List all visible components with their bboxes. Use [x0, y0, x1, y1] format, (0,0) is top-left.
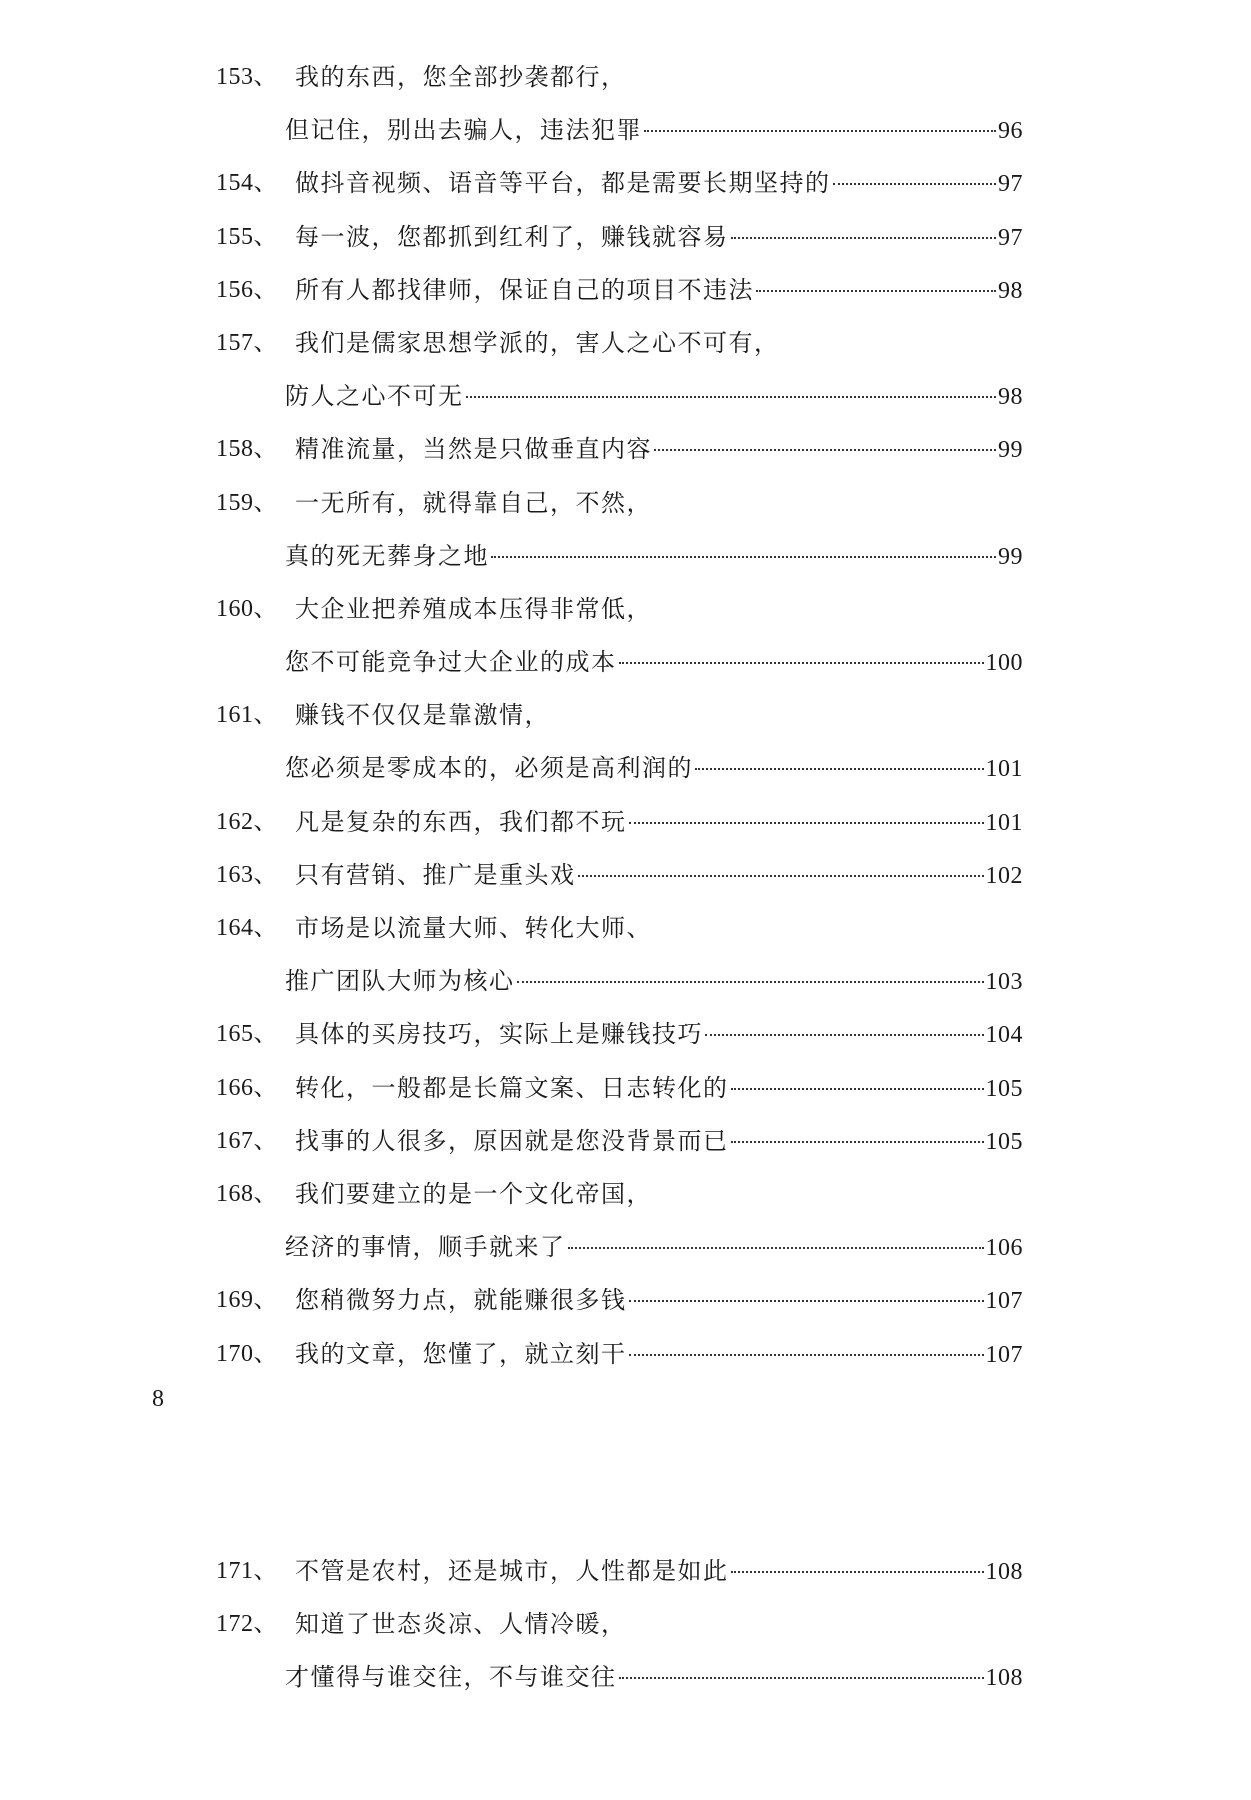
toc-entry-continuation — [0, 747, 1251, 800]
toc-entry-text — [285, 1232, 1023, 1263]
toc-entry-text — [295, 1556, 1023, 1587]
toc-dot-leader — [629, 1350, 984, 1356]
toc-entry-page: 100 — [985, 650, 1023, 677]
toc-dot-leader — [756, 286, 996, 292]
toc-entry-text — [295, 1019, 1023, 1050]
toc-entry-page: 108 — [985, 1559, 1023, 1585]
toc-entry — [0, 588, 1251, 641]
toc-entry — [0, 1120, 1251, 1173]
toc-entry-title: 您稍微努力点，就能赚很多钱 — [295, 1286, 627, 1315]
toc-entry — [0, 428, 1251, 481]
toc-entry-number: 171、 — [216, 1558, 278, 1584]
toc-entry-title: 不管是农村，还是城市，人性都是如此 — [295, 1557, 729, 1585]
toc-entry-text — [295, 1179, 1023, 1209]
toc-entry-text — [285, 115, 1023, 146]
toc-entry-number: 172、 — [216, 1611, 278, 1638]
toc-entry — [0, 1279, 1251, 1332]
toc-entry-page: 103 — [985, 969, 1023, 996]
toc-entry — [0, 1067, 1251, 1120]
toc-entry-title: 我的文章，您懂了，就立刻干 — [295, 1339, 627, 1368]
toc-entry-title: 大企业把养殖成本压得非常低， — [295, 594, 652, 623]
toc-entry-continuation — [0, 960, 1251, 1013]
toc-entry-title: 凡是复杂的东西，我们都不玩 — [295, 807, 627, 836]
toc-dot-leader — [731, 1567, 984, 1573]
toc-entry-title: 我们是儒家思想学派的，害人之心不可有， — [295, 328, 780, 357]
toc-entry-text — [285, 1662, 1023, 1693]
toc-entry-title: 我们要建立的是一个文化帝国， — [295, 1179, 652, 1208]
toc-dot-leader — [629, 1296, 984, 1302]
toc-entry-page: 96 — [998, 118, 1023, 145]
toc-entry-title: 只有营销、推广是重头戏 — [295, 860, 576, 889]
toc-entry-number: 158、 — [216, 436, 278, 463]
toc-entry-page: 104 — [985, 1022, 1023, 1049]
toc-dot-leader — [644, 126, 996, 132]
toc-entry-number: 169、 — [216, 1287, 278, 1314]
toc-entry-page: 99 — [998, 437, 1023, 464]
toc-entry — [0, 216, 1251, 269]
toc-entry-continuation — [0, 535, 1251, 588]
toc-entry-page: 102 — [985, 862, 1023, 889]
toc-entry-text — [295, 913, 1023, 943]
toc-entry-number: 163、 — [216, 861, 278, 888]
toc-entry-continuation — [0, 1226, 1251, 1279]
toc-entry-page: 101 — [985, 756, 1023, 783]
toc-entry — [0, 1333, 1251, 1386]
toc-entry-number: 159、 — [216, 489, 278, 516]
toc-entry-number: 154、 — [216, 170, 278, 197]
toc-entry — [0, 694, 1251, 747]
toc-entry-title: 真的死无葬身之地 — [285, 541, 489, 570]
toc-entry-title: 一无所有，就得靠自己，不然， — [295, 488, 652, 517]
toc-entry-continuation — [0, 109, 1251, 162]
toc-entry-text — [295, 434, 1023, 465]
toc-entry-text — [285, 647, 1023, 678]
toc-entry-page: 97 — [998, 224, 1023, 251]
toc-entry-text — [295, 168, 1023, 199]
table-of-contents-bottom — [0, 1550, 1251, 1710]
toc-dot-leader — [654, 445, 996, 451]
toc-entry-text — [295, 700, 1023, 730]
toc-entry-page: 107 — [985, 1288, 1023, 1315]
toc-entry — [0, 482, 1251, 535]
toc-entry — [0, 801, 1251, 854]
toc-entry-title: 所有人都找律师，保证自己的项目不违法 — [295, 275, 754, 304]
toc-entry-text — [285, 966, 1023, 997]
toc-dot-leader — [731, 1084, 984, 1090]
toc-entry-text — [295, 594, 1023, 624]
toc-entry-number: 166、 — [216, 1074, 278, 1101]
toc-entry — [0, 269, 1251, 322]
toc-entry-title: 具体的买房技巧，实际上是赚钱技巧 — [295, 1020, 703, 1049]
toc-entry-number: 157、 — [216, 329, 278, 356]
toc-entry-title: 推广团队大师为核心 — [285, 967, 515, 996]
toc-entry-text — [285, 753, 1023, 784]
toc-entry — [0, 1173, 1251, 1226]
toc-entry-text — [285, 541, 1023, 572]
toc-entry-title: 才懂得与谁交往，不与谁交往 — [285, 1663, 617, 1692]
toc-entry-title: 每一波，您都抓到红利了，赚钱就容易 — [295, 222, 729, 251]
toc-dot-leader — [517, 977, 984, 983]
toc-dot-leader — [695, 764, 984, 770]
toc-entry-number: 162、 — [216, 808, 278, 835]
toc-entry-title: 您必须是零成本的，必须是高利润的 — [285, 754, 693, 783]
toc-dot-leader — [731, 1137, 984, 1143]
toc-entry-number: 170、 — [216, 1340, 278, 1367]
toc-entry-page: 101 — [985, 809, 1023, 836]
toc-entry-text — [295, 860, 1023, 891]
toc-entry — [0, 854, 1251, 907]
toc-entry-title: 精准流量，当然是只做垂直内容 — [295, 435, 652, 464]
toc-entry-text — [295, 1609, 1023, 1639]
toc-dot-leader — [578, 871, 984, 877]
toc-entry-text — [285, 381, 1023, 412]
toc-entry — [0, 1603, 1251, 1656]
toc-entry-continuation — [0, 641, 1251, 694]
toc-entry-page: 99 — [998, 543, 1023, 570]
toc-entry — [0, 907, 1251, 960]
toc-entry — [0, 1013, 1251, 1066]
toc-entry-page: 106 — [985, 1235, 1023, 1262]
toc-dot-leader — [705, 1030, 984, 1036]
toc-entry-title: 经济的事情，顺手就来了 — [285, 1233, 566, 1262]
toc-entry-title: 赚钱不仅仅是靠激情， — [295, 701, 550, 730]
toc-entry-number: 155、 — [216, 223, 278, 250]
toc-entry-continuation — [0, 1656, 1251, 1709]
toc-entry-text — [295, 807, 1023, 838]
toc-entry-page: 97 — [998, 171, 1023, 198]
toc-entry-title: 找事的人很多，原因就是您没背景而已 — [295, 1126, 729, 1155]
toc-entry — [0, 162, 1251, 215]
toc-entry-text — [295, 1126, 1023, 1157]
table-of-contents-top — [0, 56, 1251, 1386]
toc-entry-text — [295, 222, 1023, 253]
toc-dot-leader — [491, 552, 996, 558]
toc-entry-number: 161、 — [216, 702, 278, 729]
toc-entry-number: 156、 — [216, 276, 278, 303]
toc-entry-text — [295, 488, 1023, 518]
toc-entry-title: 市场是以流量大师、转化大师、 — [295, 914, 652, 942]
toc-entry-page: 98 — [998, 384, 1023, 411]
toc-entry — [0, 56, 1251, 109]
toc-entry-title: 防人之心不可无 — [285, 382, 464, 411]
toc-entry-text — [295, 1073, 1023, 1104]
toc-entry-number: 167、 — [216, 1127, 278, 1154]
toc-dot-leader — [629, 818, 984, 824]
toc-entry-text — [295, 275, 1023, 306]
toc-dot-leader — [731, 233, 997, 239]
toc-entry-title: 您不可能竞争过大企业的成本 — [285, 648, 617, 677]
toc-dot-leader — [619, 1673, 984, 1679]
toc-entry-page: 107 — [985, 1341, 1023, 1368]
toc-entry-title: 知道了世态炎凉、人情冷暖， — [295, 1610, 627, 1639]
toc-entry — [0, 322, 1251, 375]
toc-dot-leader — [833, 179, 997, 185]
toc-entry — [0, 1550, 1251, 1603]
toc-entry-number: 160、 — [216, 595, 278, 622]
toc-entry-text — [295, 1285, 1023, 1316]
toc-entry-text — [295, 1339, 1023, 1370]
toc-entry-page: 105 — [985, 1128, 1023, 1155]
toc-entry-title: 但记住，别出去骗人，违法犯罪 — [285, 116, 642, 145]
toc-entry-number: 164、 — [216, 915, 278, 941]
toc-entry-number: 168、 — [216, 1180, 278, 1207]
toc-entry-text — [295, 62, 1023, 92]
toc-entry-title: 我的东西，您全部抄袭都行， — [295, 63, 627, 91]
toc-entry-page: 108 — [985, 1665, 1023, 1692]
toc-entry-text — [295, 328, 1023, 358]
toc-dot-leader — [466, 392, 997, 398]
toc-dot-leader — [619, 658, 984, 664]
toc-dot-leader — [568, 1243, 984, 1249]
toc-entry-number: 165、 — [216, 1021, 278, 1048]
toc-entry-number: 153、 — [216, 64, 278, 90]
toc-entry-title: 做抖音视频、语音等平台，都是需要长期坚持的 — [295, 169, 831, 198]
toc-entry-continuation — [0, 375, 1251, 428]
toc-entry-page: 105 — [985, 1075, 1023, 1102]
page-number: 8 — [152, 1386, 164, 1412]
toc-entry-page: 98 — [998, 277, 1023, 304]
toc-entry-title: 转化，一般都是长篇文案、日志转化的 — [295, 1073, 729, 1102]
